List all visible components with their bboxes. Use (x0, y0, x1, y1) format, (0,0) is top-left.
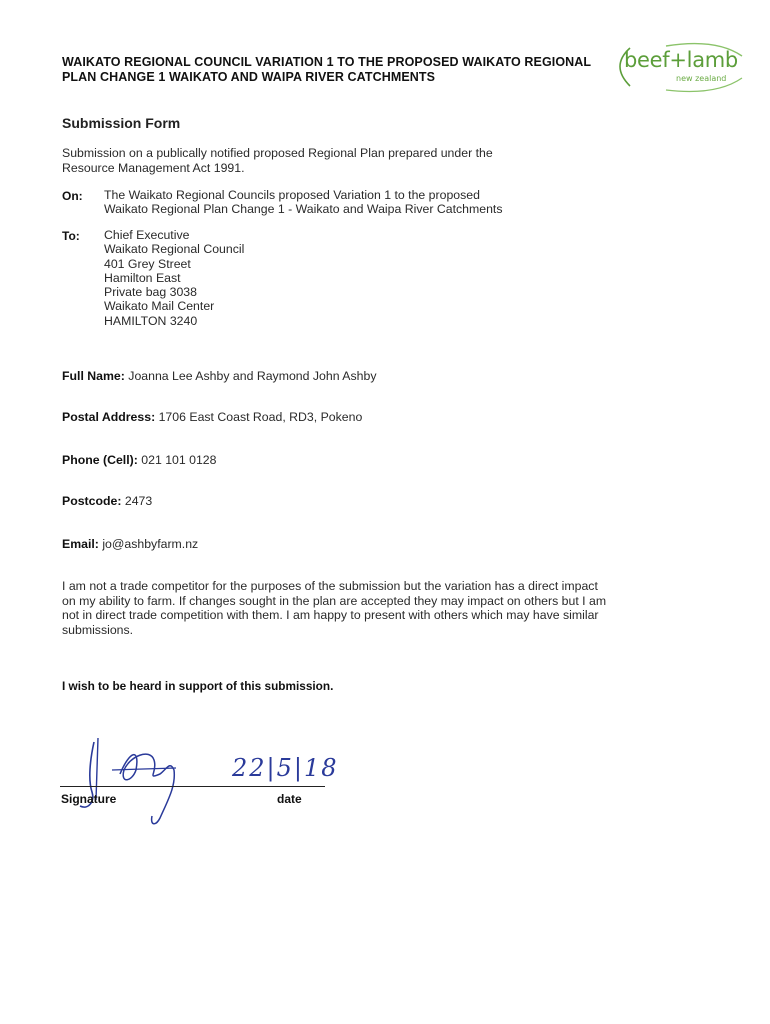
full-name-field (62, 369, 376, 383)
to-line: Waikato Mail Center (104, 299, 215, 314)
to-line: Hamilton East (104, 270, 181, 285)
postcode-value: 2473 (124, 494, 153, 508)
signature-line (60, 786, 325, 787)
to-line: Waikato Regional Council (104, 242, 245, 257)
postal-address-value: 1706 East Coast Road, RD3, Pokeno (158, 410, 363, 424)
phone-field (62, 453, 217, 467)
title-line-2: PLAN CHANGE 1 WAIKATO AND WAIPA RIVER CATCHMENTS (62, 70, 436, 84)
postal-address-label: Postal Address: (62, 410, 156, 424)
to-line: Private bag 3038 (104, 285, 197, 300)
form-heading: Submission Form (62, 115, 181, 131)
logo-wordmark: beef+lamb (624, 48, 738, 72)
phone-value: 021 101 0128 (141, 453, 217, 467)
wish-to-be-heard: I wish to be heard in support of this submission. (62, 679, 334, 693)
postcode-field (62, 494, 152, 508)
email-value: jo@ashbyfarm.nz (102, 537, 199, 551)
to-line: Chief Executive (104, 228, 190, 242)
beef-lamb-logo (606, 38, 746, 96)
intro-text (62, 146, 582, 175)
intro-line-2: Resource Management Act 1991. (62, 160, 245, 175)
to-address (104, 228, 244, 328)
statement-line: on my ability to farm. If changes sought in the plan are accepted they may impact on others but I am (62, 593, 607, 608)
to-line: HAMILTON 3240 (104, 313, 198, 328)
statement-line: submissions. (62, 622, 134, 637)
on-line-1: The Waikato Regional Councils proposed Variation 1 to the proposed (104, 188, 480, 202)
to-label: To: (62, 229, 80, 243)
email-label: Email: (62, 537, 99, 551)
signature-label: Signature (61, 792, 117, 806)
statement-line: not in direct trade competition with them. I am happy to present with others which may have similar (62, 608, 599, 623)
statement-paragraph (62, 579, 662, 637)
full-name-value: Joanna Lee Ashby and Raymond John Ashby (128, 369, 377, 383)
postcode-label: Postcode: (62, 494, 122, 508)
logo-subtitle: new zealand (676, 74, 727, 83)
email-field (62, 537, 198, 551)
to-line: 401 Grey Street (104, 256, 191, 271)
on-label: On: (62, 189, 83, 203)
postal-address-field (62, 410, 362, 424)
document-title (62, 55, 602, 85)
handwritten-date: 22|5|18 (232, 754, 339, 782)
full-name-label: Full Name: (62, 369, 125, 383)
on-text (104, 188, 502, 217)
title-line-1: WAIKATO REGIONAL COUNCIL VARIATION 1 TO THE PROPOSED WAIKATO REGIONAL (62, 55, 592, 69)
statement-line: I am not a trade competitor for the purposes of the submission but the variation has a direct impact (62, 579, 598, 593)
phone-label: Phone (Cell): (62, 453, 138, 467)
on-line-2: Waikato Regional Plan Change 1 - Waikato and Waipa River Catchments (104, 202, 503, 217)
intro-line-1: Submission on a publically notified proposed Regional Plan prepared under the (62, 146, 493, 160)
date-label: date (277, 792, 302, 806)
